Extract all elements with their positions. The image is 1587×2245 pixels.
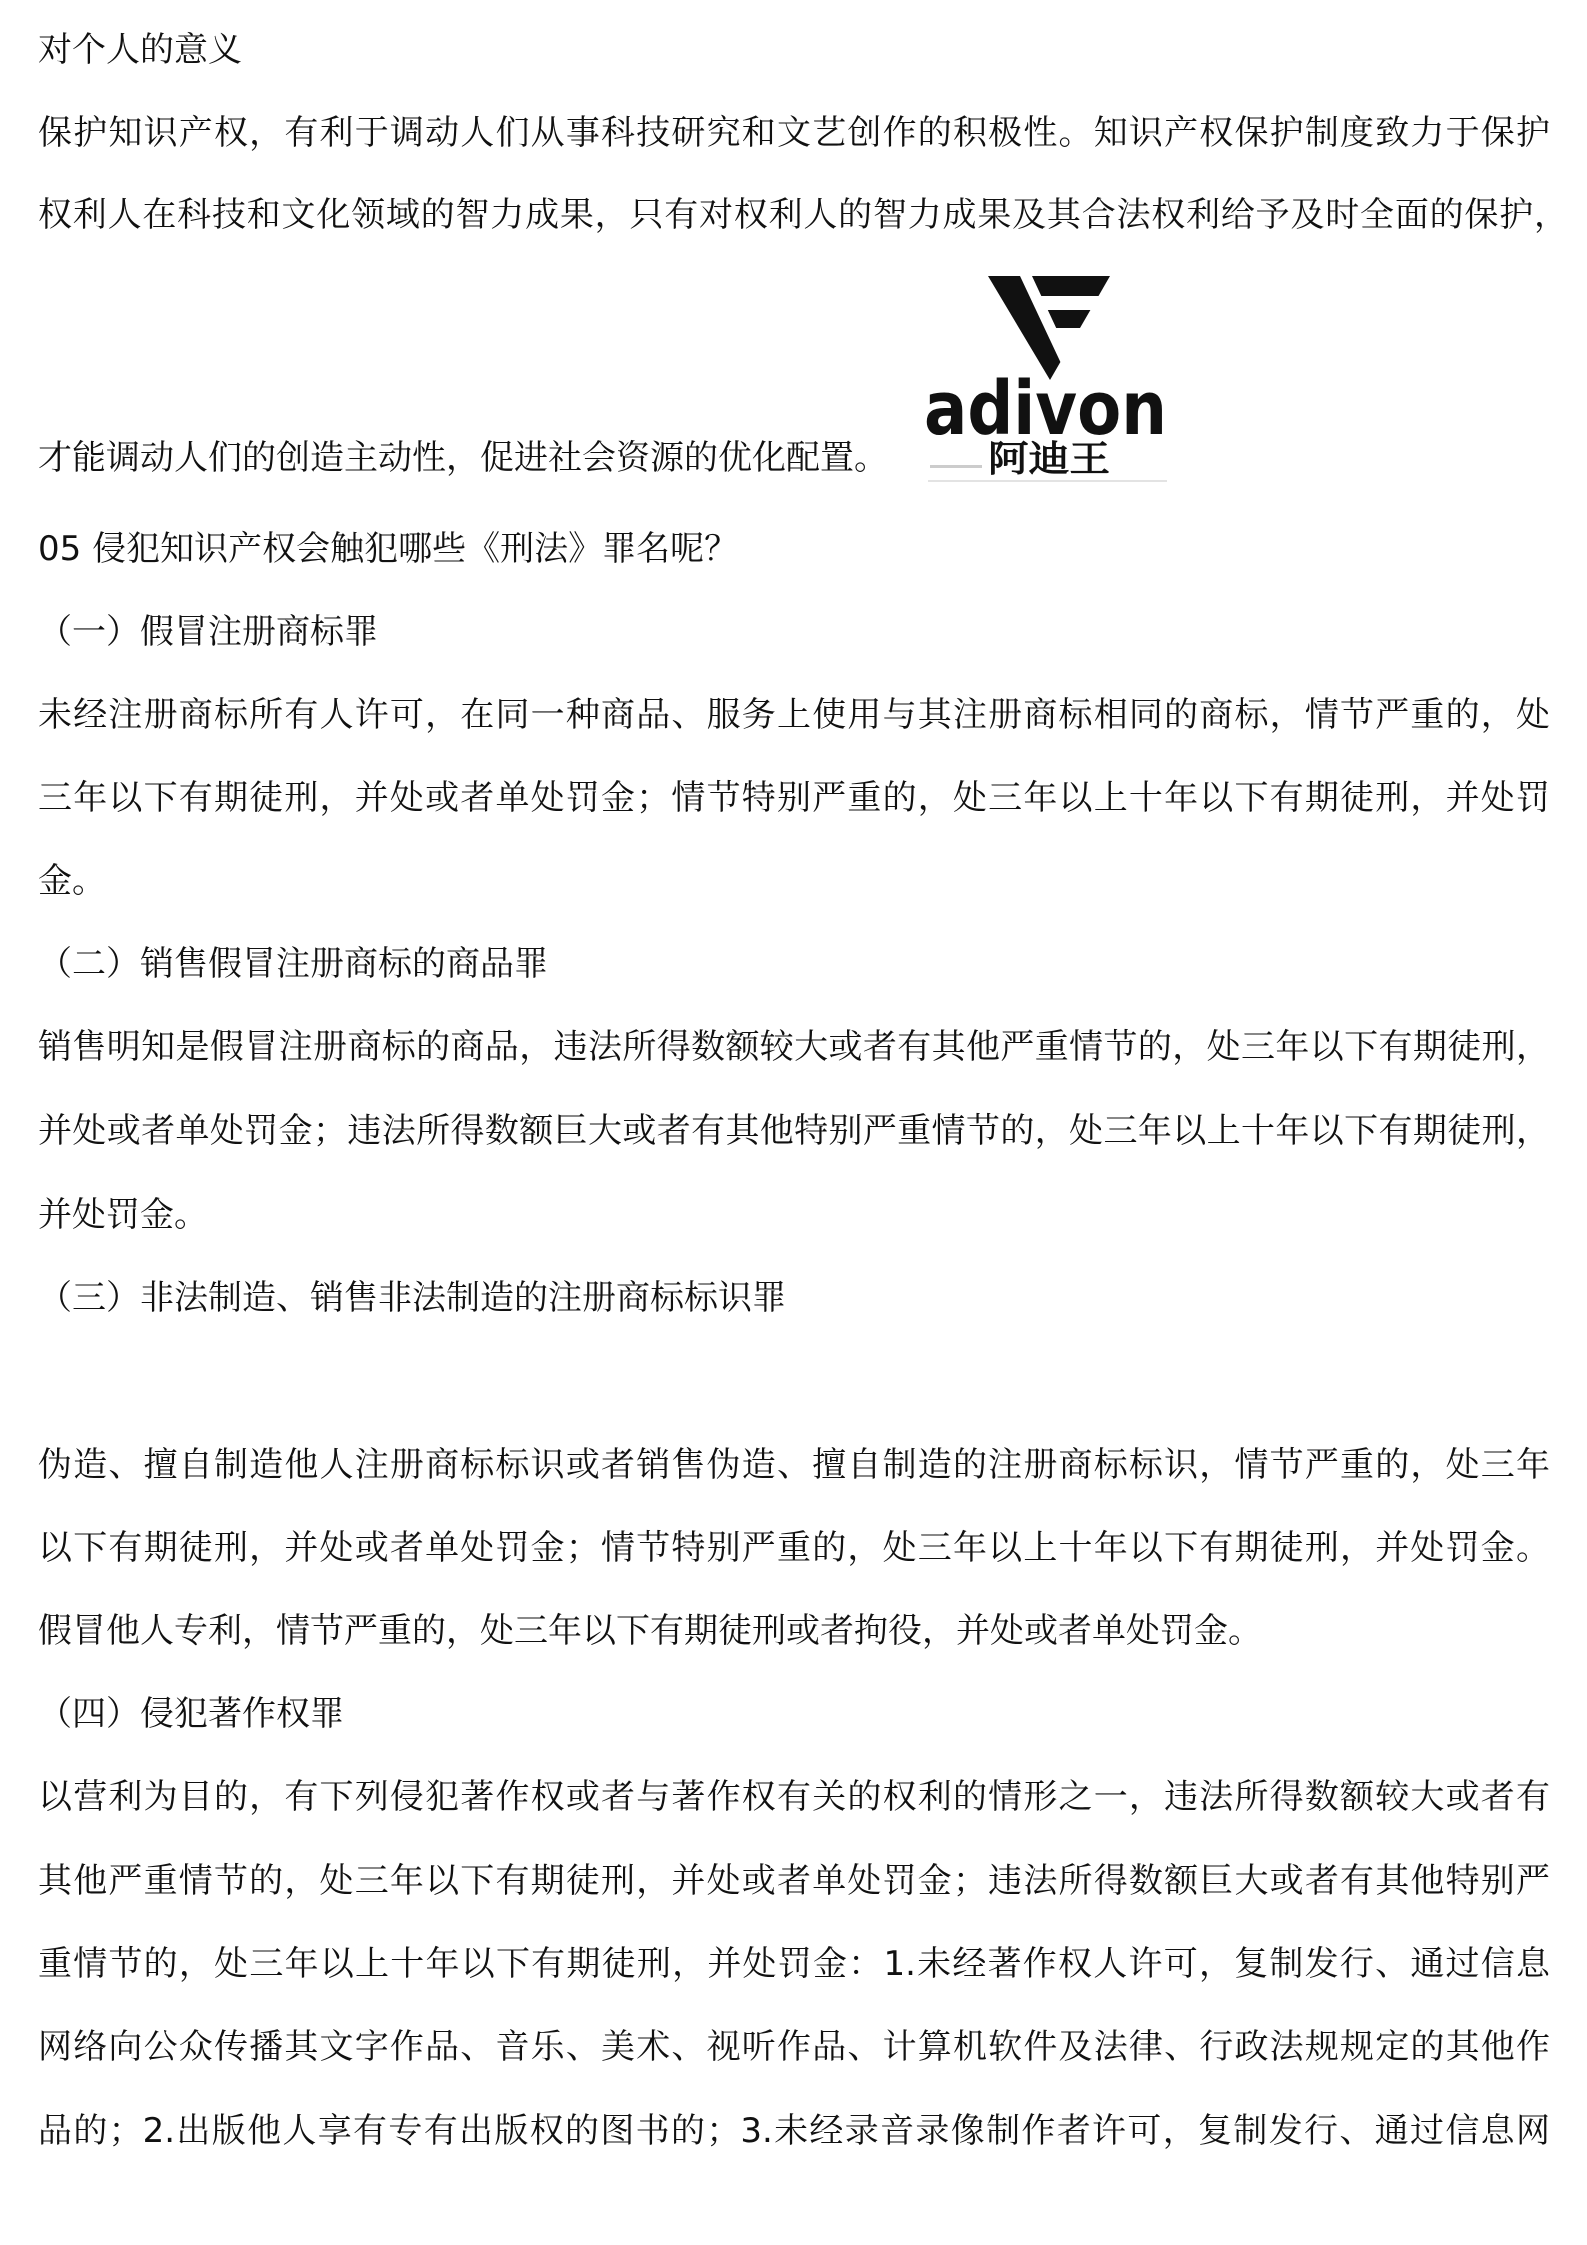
section-line: 以营利为目的，有下列侵犯著作权或者与著作权有关的权利的情形之一，违法所得数额较大或者有 — [38, 1777, 1550, 1817]
section-heading: （二）销售假冒注册商标的商品罪 — [38, 944, 548, 984]
section-line: 品的；2.出版他人享有专有出版权的图书的；3.未经录音录像制作者许可，复制发行、通过信息网 — [38, 2111, 1550, 2151]
intro-line: 权利人在科技和文化领域的智力成果，只有对权利人的智力成果及其合法权利给予及时全面的保护， — [38, 195, 1568, 235]
section-line: 三年以下有期徒刑，并处或者单处罚金；情节特别严重的，处三年以上十年以下有期徒刑，并处罚 — [38, 778, 1550, 818]
page-title: 对个人的意义 — [38, 30, 242, 70]
section-line: 销售明知是假冒注册商标的商品，违法所得数额较大或者有其他严重情节的，处三年以下有期徒刑， — [38, 1027, 1550, 1067]
section-line: 并处或者单处罚金；违法所得数额巨大或者有其他特别严重情节的，处三年以上十年以下有期徒刑， — [38, 1111, 1550, 1151]
section-line: 重情节的，处三年以上十年以下有期徒刑，并处罚金：1.未经著作权人许可，复制发行、通过信息 — [38, 1944, 1550, 1984]
section-line: 以下有期徒刑，并处或者单处罚金；情节特别严重的，处三年以上十年以下有期徒刑，并处罚金。 — [38, 1528, 1550, 1568]
intro-line: 才能调动人们的创造主动性，促进社会资源的优化配置。 — [38, 438, 888, 478]
section-line: 伪造、擅自制造他人注册商标标识或者销售伪造、擅自制造的注册商标标识，情节严重的，处三年 — [38, 1445, 1550, 1485]
section-line: 并处罚金。 — [38, 1195, 208, 1235]
logo-mark — [988, 276, 1110, 380]
intro-line: 保护知识产权，有利于调动人们从事科技研究和文艺创作的积极性。知识产权保护制度致力于保护 — [38, 113, 1550, 153]
logo-mark-middle-bar — [1048, 310, 1091, 328]
logo-chinese-name: 阿迪王 — [988, 439, 1110, 480]
section-line: 金。 — [38, 861, 106, 901]
section-line: 网络向公众传播其文字作品、音乐、美术、视听作品、计算机软件及法律、行政法规规定的其他作 — [38, 2027, 1550, 2067]
question-heading: 05 侵犯知识产权会触犯哪些《刑法》罪名呢？ — [38, 529, 739, 569]
logo-fine-print — [930, 465, 982, 468]
logo-wordmark: adivon — [924, 366, 1167, 452]
section-line: 其他严重情节的，处三年以下有期徒刑，并处或者单处罚金；违法所得数额巨大或者有其他特别严 — [38, 1861, 1550, 1901]
section-line: 未经注册商标所有人许可，在同一种商品、服务上使用与其注册商标相同的商标，情节严重的，处 — [38, 695, 1550, 735]
section-heading: （四）侵犯著作权罪 — [38, 1694, 344, 1734]
section-heading: （三）非法制造、销售非法制造的注册商标标识罪 — [38, 1278, 786, 1318]
section-heading: （一）假冒注册商标罪 — [38, 612, 378, 652]
logo-mark-top-bar — [1032, 276, 1110, 296]
adivon-logo — [924, 272, 1171, 484]
section-line: 假冒他人专利，情节严重的，处三年以下有期徒刑或者拘役，并处或者单处罚金。 — [38, 1611, 1262, 1651]
